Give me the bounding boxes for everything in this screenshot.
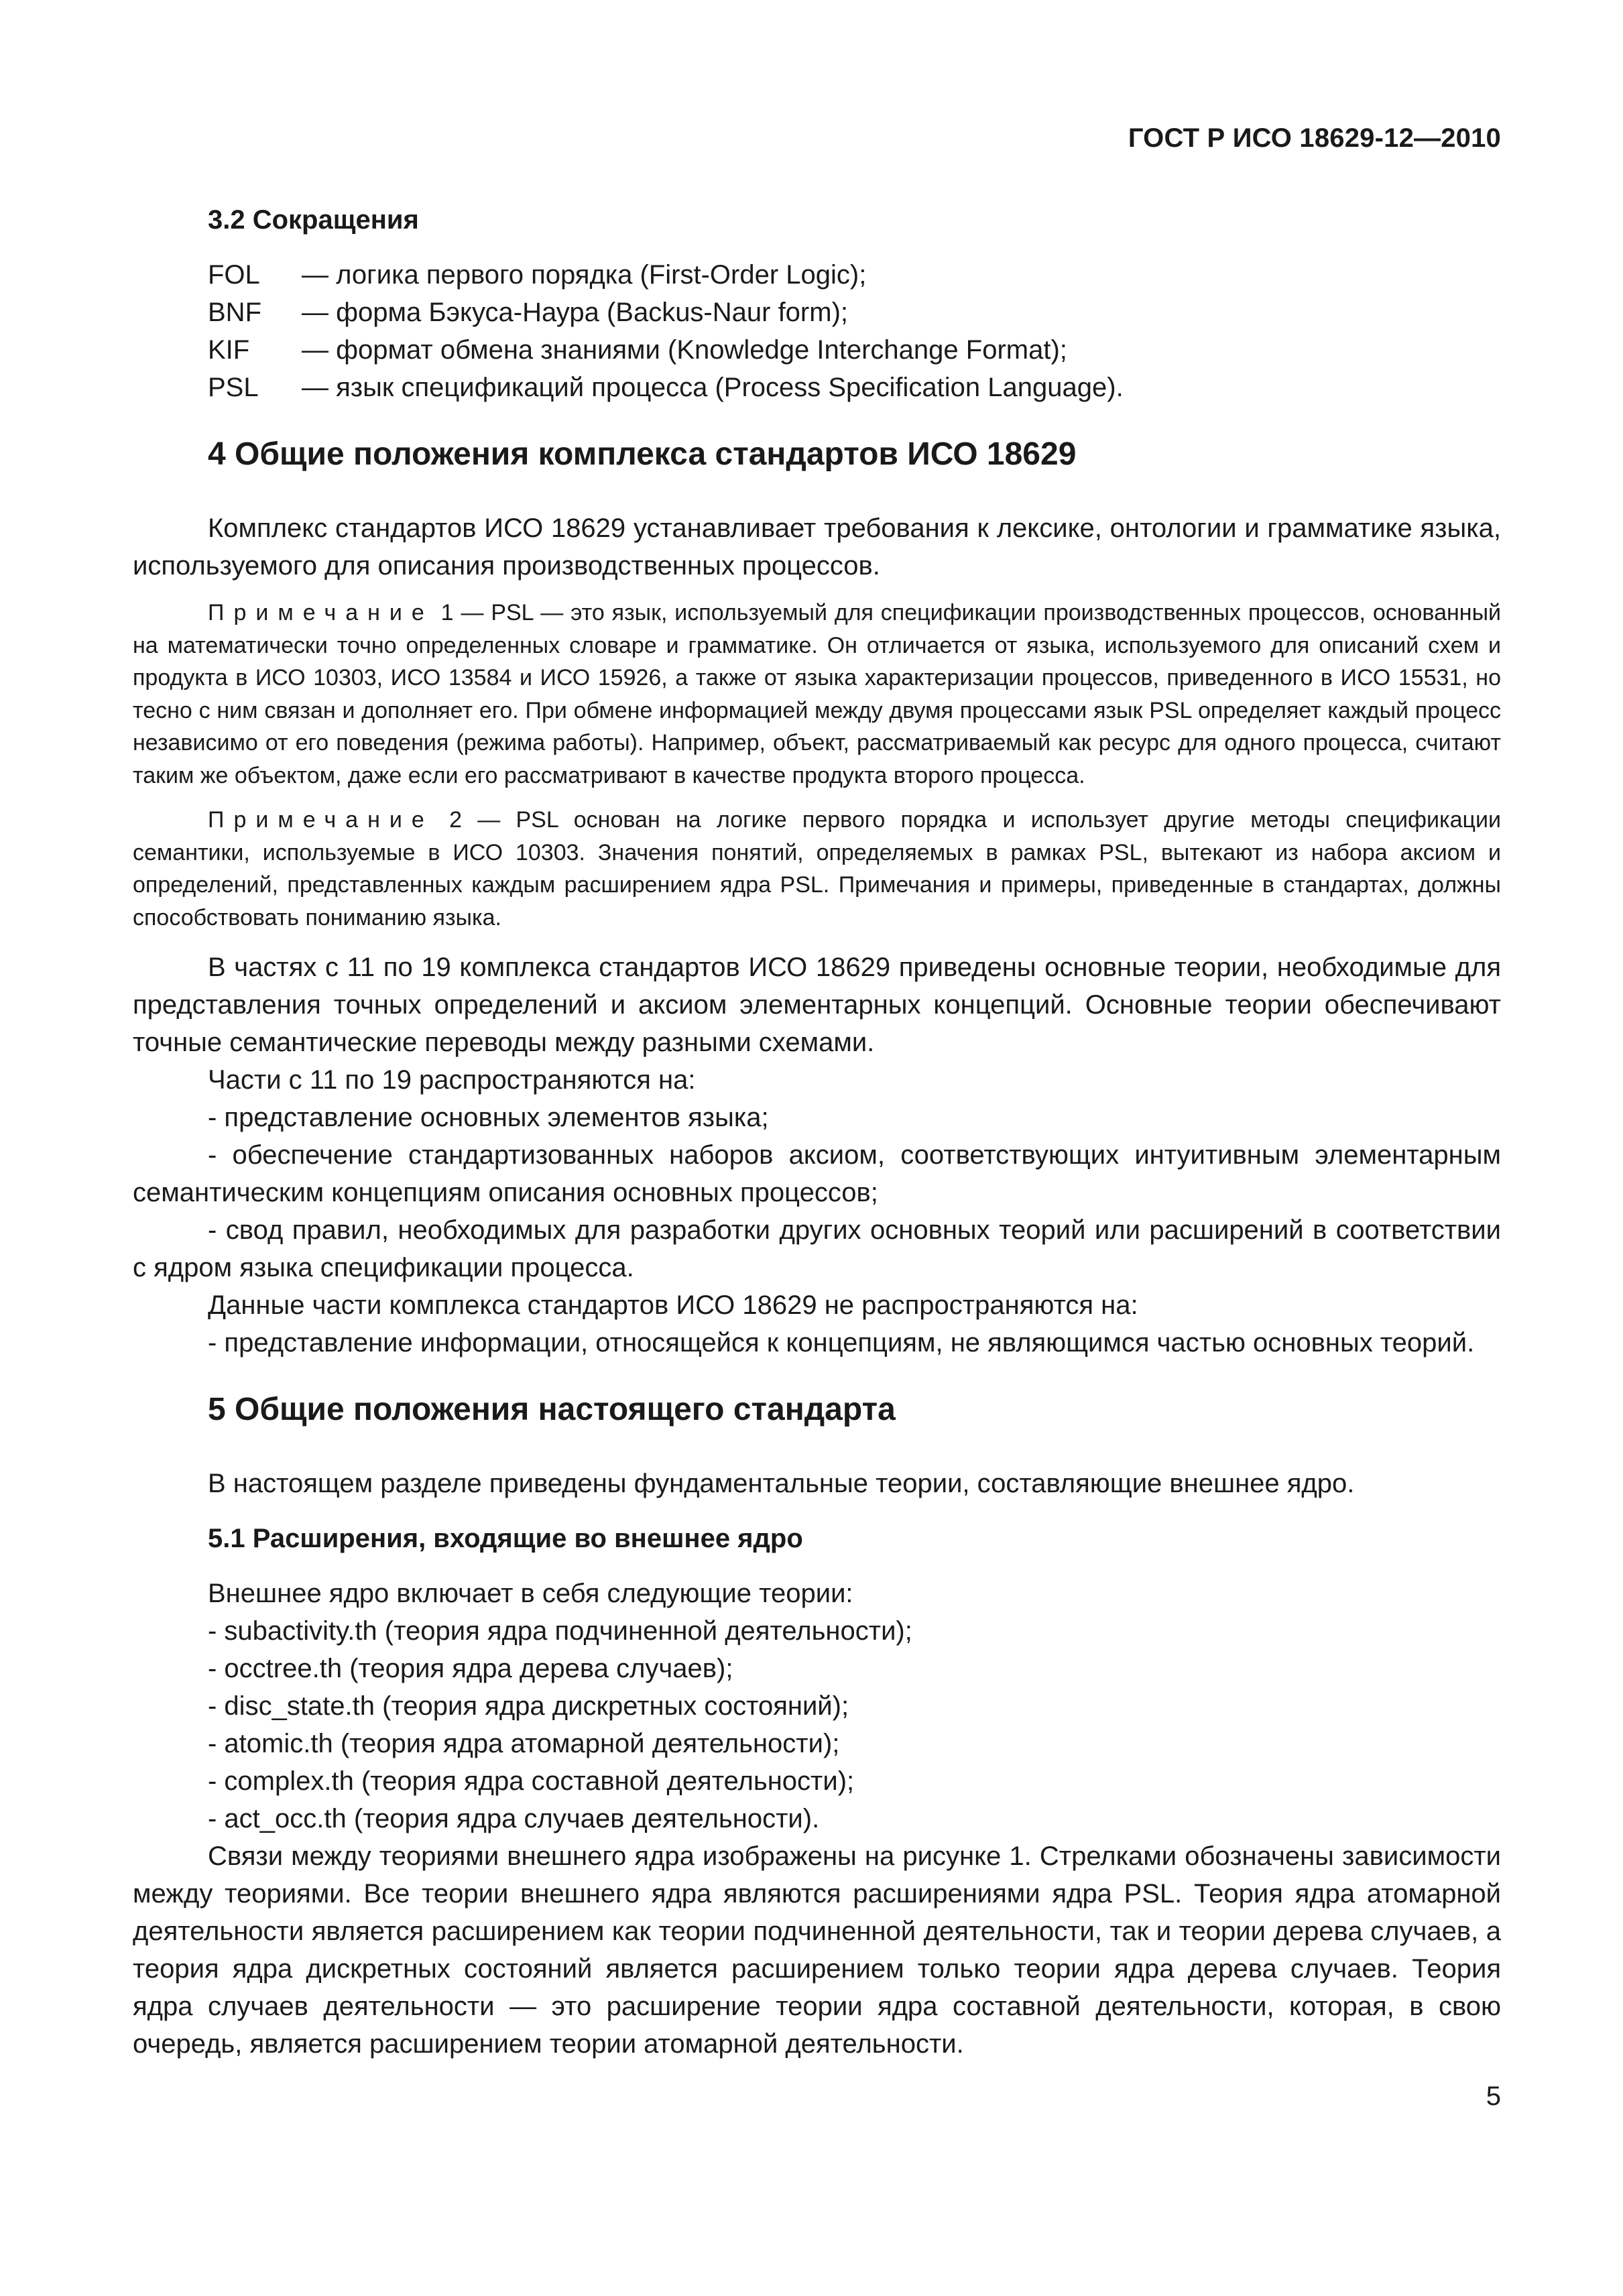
page-number: 5 (1486, 2081, 1501, 2111)
section-5-1-list-intro: Внешнее ядро включает в себя следующие теории: (208, 1579, 853, 1608)
document-body (133, 201, 1501, 2063)
theory-list-item: - occtree.th (теория ядра дерева случаев); (208, 1654, 733, 1683)
section-4-list-item: - представление информации, относящейся к концепциям, не являющимся частью основных теорий. (208, 1328, 1475, 1357)
section-5-1-title: 5.1 Расширения, входящие во внешнее ядро (208, 1524, 803, 1553)
abbreviation-definition: — форма Бэкуса-Наура (Backus-Naur form); (302, 298, 848, 327)
abbreviation-definition: — язык спецификаций процесса (Process Specification Language). (302, 373, 1124, 402)
document-header-id: ГОСТ Р ИСО 18629-12—2010 (1128, 123, 1501, 153)
section-4-paragraph: Данные части комплекса стандартов ИСО 18629 не распространяются на: (208, 1290, 1138, 1320)
theory-list-item: - subactivity.th (теория ядра подчиненной деятельности); (208, 1616, 912, 1646)
note-1-text: 1 — PSL — это язык, используемый для спецификации производственных процессов, основанный на математически точно определенных словаре и грамматике. Он отличается от языка, используемого для описаний схем и продукта в ИСО 10303, ИСО 13584 и ИСО 15926, а также от языка характеризации процессов, приведенного в ИСО 15531, но тесно с ним связан и дополняет его. При обмене информацией между двумя процессами язык PSL определяет каждый процесс независимо от его поведения (режима работы). Например, объект, рассматриваемый как ресурс для одного процесса, считают таким же объектом, даже если его рассматривают в качестве продукта второго процесса. (133, 600, 1501, 788)
section-4-paragraph: В частях с 11 по 19 комплекса стандартов ИСО 18629 приведены основные теории, необходимые для представления точных определений и аксиом элементарных концепций. Основные теории обеспечивают точные семантические переводы между разными схемами. (133, 953, 1501, 1057)
section-4-list-item: - свод правил, необходимых для разработки других основных теорий или расширений в соответствии с ядром языка спецификации процесса. (133, 1215, 1501, 1282)
theory-list-item: - disc_state.th (теория ядра дискретных состояний); (208, 1691, 849, 1721)
note-2-text: 2 — PSL основан на логике первого порядка и использует другие методы спецификации семантики, используемые в ИСО 10303. Значения понятий, определяемых в рамках PSL, вытекают из набора аксиом и определений, представленных каждым расширением ядра PSL. Примечания и примеры, приведенные в стандартах, должны способствовать пониманию языка. (133, 807, 1501, 930)
abbreviation-key: KIF (208, 335, 250, 365)
abbreviation-definition: — формат обмена знаниями (Knowledge Interchange Format); (302, 335, 1067, 365)
note-2 (133, 804, 1501, 934)
abbreviation-key: PSL (208, 373, 259, 402)
abbreviation-row (208, 256, 1501, 294)
section-4-title: 4 Общие положения комплекса стандартов ИСО 18629 (208, 436, 1077, 472)
section-4-paragraph: Части с 11 по 19 распространяются на: (208, 1065, 696, 1095)
abbreviation-row (208, 369, 1501, 406)
abbreviation-row (208, 331, 1501, 369)
spacer (133, 934, 1501, 949)
abbreviation-row (208, 294, 1501, 331)
section-4-intro: Комплекс стандартов ИСО 18629 устанавливает требования к лексике, онтологии и грамматике языка, используемого для описания производственных процессов. (133, 513, 1501, 581)
section-5-title: 5 Общие положения настоящего стандарта (208, 1392, 896, 1427)
note-1-label: Примечание (208, 600, 434, 625)
note-1 (133, 597, 1501, 792)
theory-list-item: - act_occ.th (теория ядра случаев деятельности). (208, 1804, 820, 1833)
abbreviation-key: BNF (208, 298, 261, 327)
section-4-list-item: - обеспечение стандартизованных наборов аксиом, соответствующих интуитивным элементарным семантическим концепциям описания основных процессов; (133, 1140, 1501, 1207)
theory-list-item: - complex.th (теория ядра составной деятельности); (208, 1766, 855, 1796)
note-2-label: Примечание (208, 807, 434, 833)
abbreviation-key: FOL (208, 260, 260, 290)
section-4-list-item: - представление основных элементов языка; (208, 1103, 769, 1132)
theory-list-item: - atomic.th (теория ядра атомарной деятельности); (208, 1729, 840, 1758)
section-5-intro: В настоящем разделе приведены фундаментальные теории, составляющие внешнее ядро. (208, 1469, 1355, 1498)
abbreviation-definition: — логика первого порядка (First-Order Logic); (302, 260, 867, 290)
section-5-1-closing: Связи между теориями внешнего ядра изображены на рисунке 1. Стрелками обозначены зависимости между теориями. Все теории внешнего ядра являются расширениями ядра PSL. Теория ядра атомарной деятельности является расширением как теории подчиненной деятельности, так и теории дерева случаев, а теория ядра дискретных состояний является расширением только теории ядра дерева случаев. Теория ядра случаев деятельности — это расширение теории ядра составной деятельности, которая, в свою очередь, является расширением теории атомарной деятельности. (133, 1841, 1501, 2059)
section-3-2-title: 3.2 Сокращения (208, 205, 419, 235)
